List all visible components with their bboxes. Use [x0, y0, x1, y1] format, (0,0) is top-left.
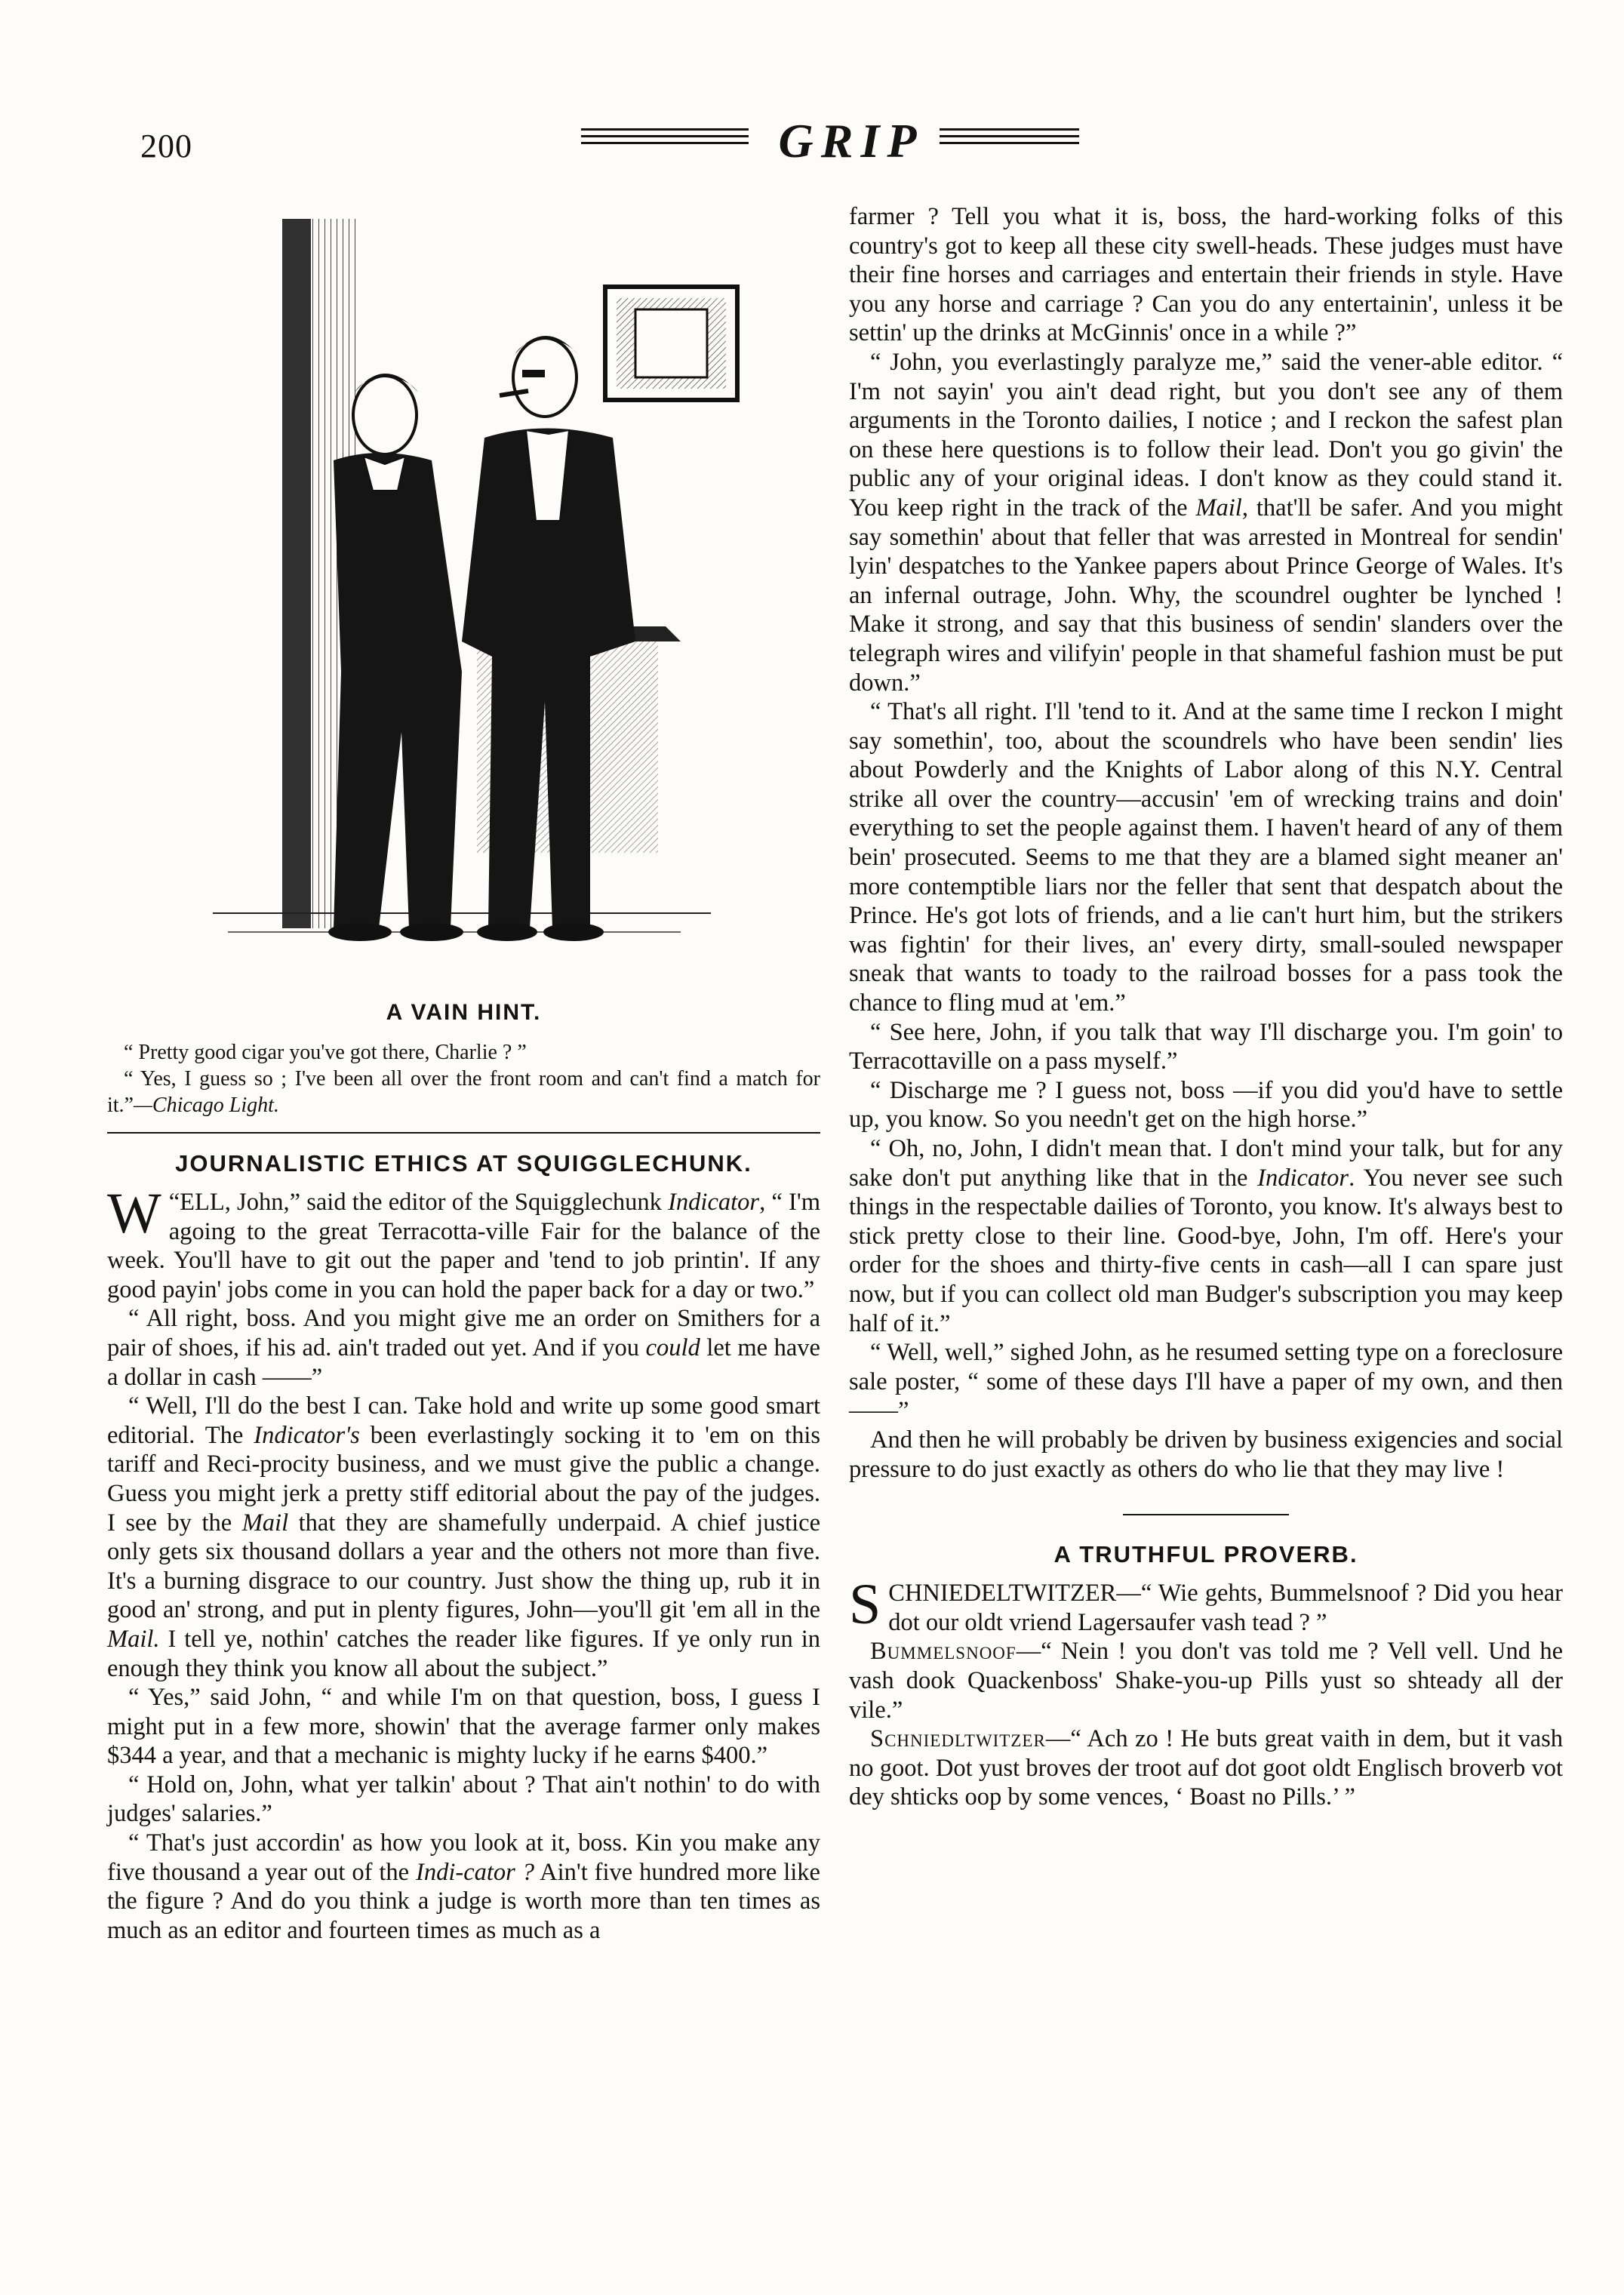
- para-em-mail-2: Mail.: [107, 1625, 160, 1653]
- article1-paragraph-2: [107, 1304, 820, 1392]
- speech-text: —“ Wie gehts, Bummelsnoof ? Did you hear dot our oldt vriend Lagersaufer vash tead ? ”: [888, 1580, 1563, 1636]
- article1-right-paragraph-1: farmer ? Tell you what it is, boss, the hard-working folks of this country's got to keep all these city swell-heads. These judges must have their fine horses and carriages and entertain their friends in style. Have you any horse and carriage ? Can you do any entertainin', unless it be settin' up the drinks at McGinnis' once in a while ?”: [849, 203, 1563, 347]
- illustration-title: A VAIN HINT.: [386, 1000, 542, 1025]
- speech-text: —“ Ach zo ! He buts great vaith in dem, but it vash no goot. Dot yust broves der troot auf dot goot oldt Englisch broverb vot dey shticks oop by some vences, ‘ Boast no Pills.’ ”: [849, 1725, 1563, 1811]
- drop-cap-w: W: [107, 1182, 161, 1245]
- article1-right-paragraph-3: “ That's all right. I'll 'tend to it. And at the same time I reckon I might say somethin', too, about the scoundrels who have been sendin' lies about Powderly and the Knights of Labor along of this N.Y. Central strike all over the country—accusin' 'em of wrecking trains and doin' everything to set the people against them. I haven't heard of any of them bein' prosecuted. Seems to me that they are a blamed sight meaner an' more contemptible liars nor the feller that sent that despatch about the Prince. He's got lots of friends, and a lie can't hurt him, but the strikers was fightin' for their lives, an' every dirty, small-souled newspaper sneak that wants to toady to the railroad bosses for a pass took the chance to fling mud at 'em.”: [849, 698, 1563, 1017]
- para-em: Indicator: [668, 1189, 760, 1216]
- para-rest: , “ I'm agoing to the great Terracotta-ville Fair for the balance of the week. You'll have to git out the paper and 'tend to job printin'. If any good payin' jobs come in you can hold the paper back for a day or two.”: [107, 1189, 820, 1303]
- para-em-mail: Mail: [241, 1509, 289, 1537]
- article1-paragraph-6: [107, 1829, 820, 1945]
- masthead: [581, 113, 1079, 174]
- right-column: [849, 202, 1563, 1812]
- para-em: Indicator: [1257, 1164, 1349, 1192]
- para-em: Mail: [1195, 494, 1242, 521]
- article2-paragraph-1: [849, 1573, 1563, 1637]
- article-title-truthful-proverb: A TRUTHFUL PROVERB.: [1053, 1541, 1358, 1568]
- para-text: ELL, John,” said the editor of the Squigglechunk: [180, 1189, 669, 1216]
- article1-paragraph-4: “ Yes,” said John, “ and while I'm on that question, boss, I guess I might put in a few more, showin' that the average farmer only makes $344 a year, and that a mechanic is mighty lucky if he earns $400.”: [107, 1684, 820, 1770]
- section-divider: [107, 1132, 820, 1134]
- article1-paragraph-1: [107, 1182, 820, 1304]
- masthead-rule-left: [581, 128, 749, 149]
- article2-paragraph-3: [849, 1724, 1563, 1812]
- open-quote: “: [168, 1189, 180, 1216]
- speaker-name: CHNIEDELTWITZER: [888, 1580, 1117, 1607]
- caption-line-2: [107, 1066, 820, 1118]
- para-em: could: [645, 1334, 700, 1361]
- speaker-name: Schniedltwitzer: [870, 1725, 1046, 1753]
- para-rest: let me have a dollar in cash ——”: [107, 1334, 820, 1391]
- para-em: Indicator's: [254, 1421, 360, 1449]
- article2-paragraph-2: [849, 1637, 1563, 1724]
- para-em: Indi-cator ?: [416, 1858, 534, 1886]
- para-text: “ That's just accordin' as how you look at it, boss. Kin you make any five thousand a year out of the: [107, 1829, 820, 1886]
- article1-right-paragraph-5: “ Discharge me ? I guess not, boss —if you did you'd have to settle up, you know. So you needn't get on the high horse.”: [849, 1076, 1563, 1134]
- para-text: “ Oh, no, John, I didn't mean that. I don't mind your talk, but for any sake don't put anything like that in the: [849, 1135, 1563, 1192]
- para-end: I tell ye, nothin' catches the reader like figures. If ye only run in enough they think you know all about the subject.”: [107, 1625, 820, 1682]
- drop-cap-s: S: [849, 1573, 881, 1637]
- article1-right-paragraph-7: “ Well, well,” sighed John, as he resumed setting type on a foreclosure sale poster, “ some of these days I'll have a paper of my own, and then——”: [849, 1339, 1563, 1425]
- para-rest: Ain't five hundred more like the figure ? And do you think a judge is worth more than ten times as much as an editor and fourteen times as much as a: [107, 1858, 820, 1944]
- illustration-two-men-cigar: [107, 204, 820, 985]
- article1-right-paragraph-6: [849, 1134, 1563, 1338]
- left-column: [107, 204, 820, 1945]
- caption-line-1: “ Pretty good cigar you've got there, Charlie ? ”: [124, 1041, 527, 1064]
- article-title-journalistic-ethics: JOURNALISTIC ETHICS AT SQUIGGLECHUNK.: [175, 1150, 752, 1177]
- para-text: “ All right, boss. And you might give me an order on Smithers for a pair of shoes, if his ad. ain't traded out yet. And if you: [107, 1305, 820, 1361]
- page-number: 200: [140, 128, 192, 165]
- article-divider: [1123, 1514, 1289, 1515]
- magazine-title: GRIP: [778, 114, 924, 168]
- masthead-rule-right: [940, 128, 1079, 149]
- para-rest: . You never see such things in the respectable dailies of Toronto, you know. It's always best to stick pretty close to their line. Good-bye, John, I'm off. Here's your order for the shoes and thirty-five cents in cash—all I can spare just now, but if you can collect old man Budger's subscription you may keep half of it.”: [849, 1164, 1563, 1337]
- speech-text: —“ Nein ! you don't vas told me ? Vell vell. Und he vash dook Quackenboss' Shake-you-up Pills yust so shteady all der vile.”: [849, 1638, 1563, 1724]
- para-rest: been everlastingly socking it to 'em on this tariff and Reci-procity business, and we must give the public a change. Guess you might jerk a pretty stiff editorial about the pay of the judges. I see by the: [107, 1421, 821, 1537]
- article1-paragraph-5: “ Hold on, John, what yer talkin' about ? That ain't nothin' to do with judges' salaries.”: [107, 1770, 820, 1828]
- para-text: “ John, you everlastingly paralyze me,” said the vener-able editor. “ I'm not sayin' you ain't dead right, but you don't see any of them arguments in the Toronto dailies, I notice ; and I reckon the safest plan on these here questions is to follow their lead. Don't you go givin' the public any of your original ideas. I don't know as they could stand it. You keep right in the track of the: [849, 348, 1563, 521]
- article1-right-paragraph-4: “ See here, John, if you talk that way I'll discharge you. I'm goin' to Terracottaville on a pass myself.”: [849, 1018, 1563, 1075]
- para-tail: that they are shamefully underpaid. A chief justice only gets six thousand dollars a year and the others not more than five. It's a burning disgrace to our country. Just show the thing up, rub it in good an' strong, and put in plenty figures, John—you'll git 'em all in the: [107, 1509, 820, 1624]
- caption-source: —Chicago Light.: [134, 1094, 279, 1117]
- article1-paragraph-3: [107, 1392, 820, 1683]
- article1-right-paragraph-2: [849, 348, 1563, 697]
- para-rest: , that'll be safer. And you might say somethin' about that feller that was arrested in Montreal for sendin' lyin' despatches to the Yankee papers about Prince George of Wales. It's an infernal outrage, John. Why, the scoundrel oughter be lynched ! Make it strong, and say that this business of sendin' slanders over the telegraph wires and vilifyin' people in that shameful fashion must be put down.”: [849, 494, 1563, 697]
- article1-right-paragraph-8: And then he will probably be driven by business exigencies and social pressure to do just exactly as others do who lie that they may live !: [849, 1426, 1563, 1483]
- caption-line-2-text: “ Yes, I guess so ; I've been all over the front room and can't find a match for it.”: [107, 1067, 820, 1117]
- para-text: “ Well, I'll do the best I can. Take hold and write up some good smart editorial. The: [107, 1392, 820, 1449]
- speaker-name: Bummelsnoof: [870, 1638, 1017, 1666]
